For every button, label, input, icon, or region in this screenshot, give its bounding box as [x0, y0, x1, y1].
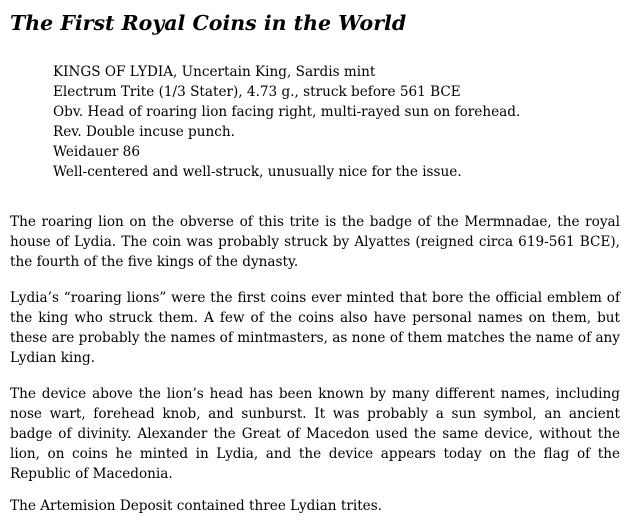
- body-paragraph: The Artemision Deposit contained three Lydian trites.: [10, 498, 382, 514]
- body-paragraph: Lydia’s “roaring lions” were the first coins ever minted that bore the official emblem of the king who struck them. A few of the coins also have personal names on them, but these are probably the names of mintmasters, as none of them matches the name of any Lydian king.: [10, 290, 620, 366]
- catalog-line: Obv. Head of roaring lion facing right, multi-rayed sun on forehead.: [53, 104, 521, 120]
- catalog-line: Rev. Double incuse punch.: [53, 124, 235, 140]
- catalog-line: KINGS OF LYDIA, Uncertain King, Sardis mint: [53, 64, 376, 80]
- body-paragraph: The device above the lion’s head has been known by many different names, including nose wart, forehead knob, and sunburst. It was probably a sun symbol, an ancient badge of divinity. Alexander the Great of Macedon used the same device, without the lion, on coins he minted in Lydia, and the device appears today on the flag of the Republic of Macedonia.: [10, 386, 620, 482]
- catalog-line: Electrum Trite (1/3 Stater), 4.73 g., struck before 561 BCE: [53, 84, 461, 100]
- catalog-line: Weidauer 86: [53, 144, 140, 160]
- document-title: The First Royal Coins in the World: [10, 11, 407, 35]
- body-paragraph: The roaring lion on the obverse of this trite is the badge of the Mermnadae, the royal house of Lydia. The coin was probably struck by Alyattes (reigned circa 619-561 BCE), the fourth of the five kings of the dynasty.: [10, 214, 620, 270]
- catalog-line: Well-centered and well-struck, unusually nice for the issue.: [53, 164, 462, 180]
- coin-catalog-entry: [53, 62, 520, 182]
